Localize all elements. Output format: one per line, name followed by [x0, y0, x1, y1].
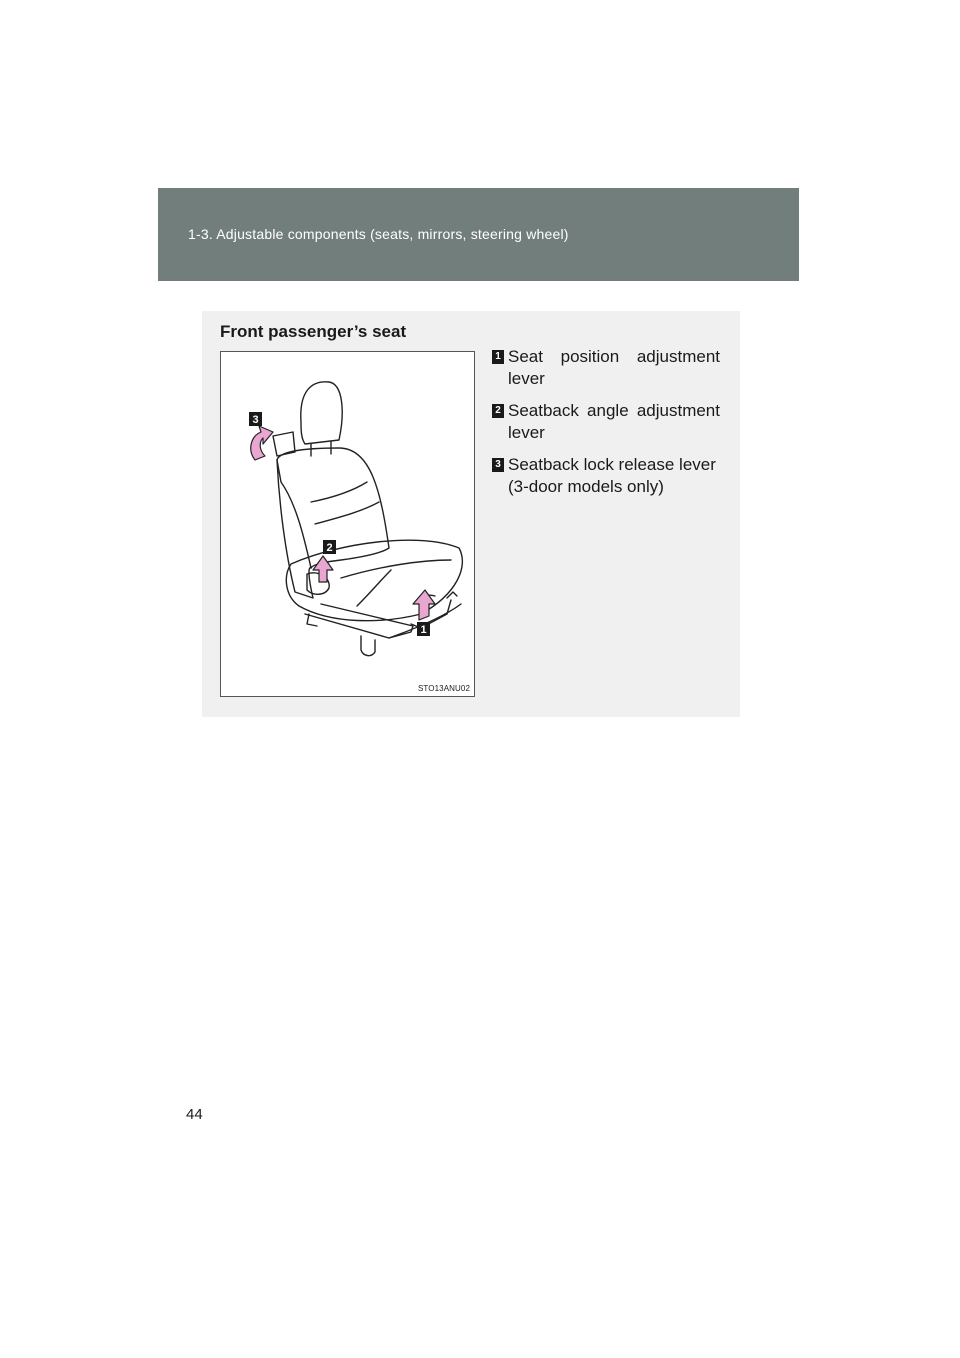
legend-item-2	[492, 400, 720, 444]
content-box	[202, 311, 740, 717]
number-badge: 3	[492, 458, 504, 472]
number-badge: 2	[492, 404, 504, 418]
chapter-title: 1-3. Adjustable components (seats, mirrors, steering wheel)	[188, 226, 569, 242]
arrow-lock-release	[251, 426, 273, 460]
section-title: Front passenger’s seat	[220, 322, 407, 341]
seat-cushion-seam	[341, 560, 451, 578]
lock-lever	[273, 432, 295, 456]
page-number: 44	[186, 1106, 203, 1123]
callout-3	[249, 412, 262, 426]
chapter-header	[158, 188, 799, 281]
seatback-seam	[311, 482, 367, 502]
svg-text:3: 3	[252, 414, 259, 426]
legend-item-text: Seatback lock release lever (3-door models only)	[508, 455, 716, 496]
legend-item-text: Seat position adjustment lever	[508, 347, 720, 388]
seat-foot-front	[361, 636, 375, 656]
seatback-seam-2	[315, 502, 379, 524]
svg-text:2: 2	[326, 542, 333, 554]
seat-cushion-outline	[286, 540, 462, 621]
seat-cushion-seam-2	[357, 570, 391, 606]
figure-code: STO13ANU02	[418, 684, 470, 693]
legend-item-3	[492, 454, 720, 498]
headrest-outline	[301, 382, 342, 444]
legend-item-text: Seatback angle adjustment lever	[508, 401, 720, 442]
callout-2	[323, 540, 336, 554]
callout-1	[417, 622, 430, 636]
seat-drawing	[221, 352, 474, 696]
arrow-recline	[313, 556, 333, 582]
svg-text:1: 1	[420, 624, 427, 636]
seat-illustration	[220, 351, 475, 697]
number-badge: 1	[492, 350, 504, 364]
callout-legend	[492, 346, 720, 508]
legend-item-1	[492, 346, 720, 390]
